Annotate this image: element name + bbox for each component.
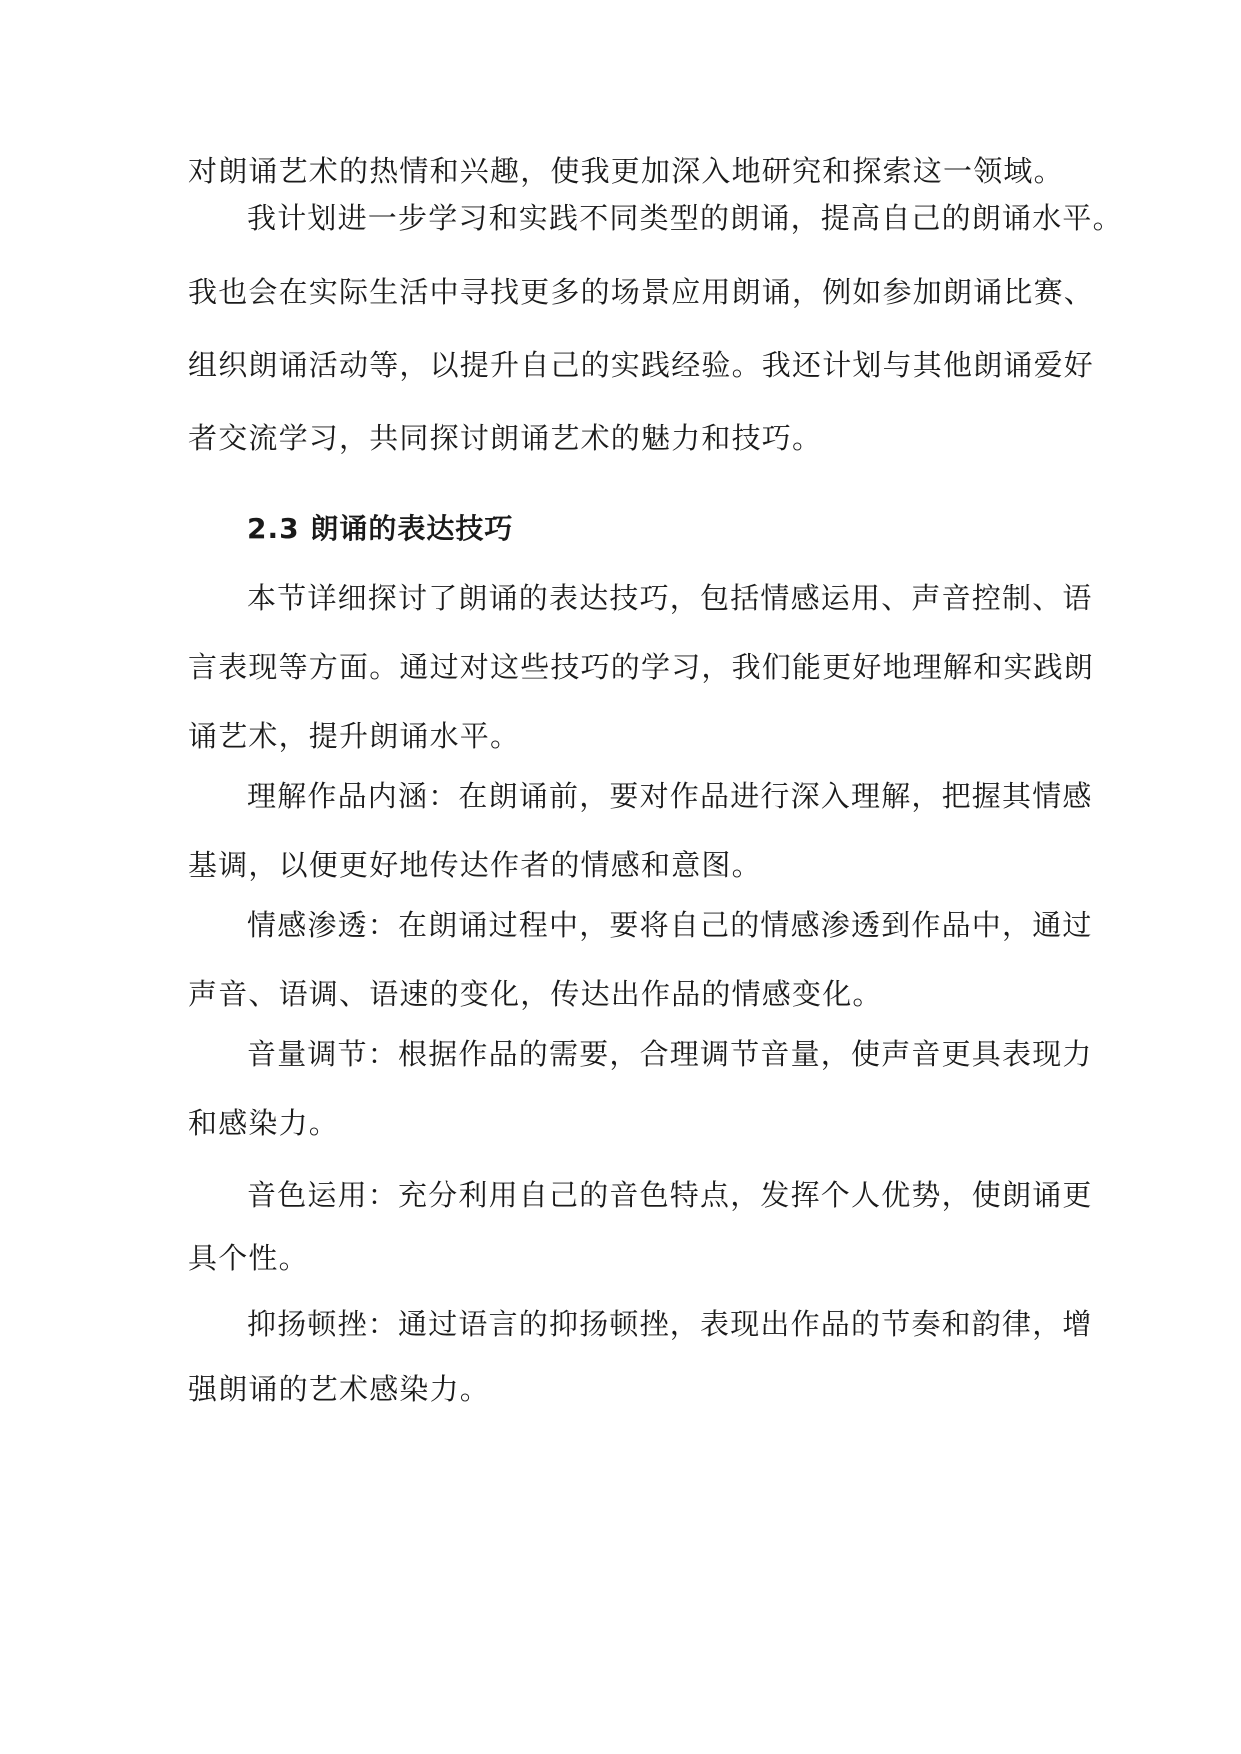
paragraph-line: 言表现等方面。通过对这些技巧的学习，我们能更好地理解和实践朗: [188, 650, 1095, 684]
paragraph-line: 声音、语调、语速的变化，传达出作品的情感变化。: [188, 977, 883, 1011]
paragraph-line: 具个性。: [188, 1241, 309, 1275]
paragraph-line: 强朗诵的艺术感染力。: [188, 1372, 491, 1406]
paragraph-line: 我也会在实际生活中寻找更多的场景应用朗诵，例如参加朗诵比赛、: [188, 275, 1095, 309]
paragraph-line: 和感染力。: [188, 1106, 340, 1140]
paragraph-line: 基调，以便更好地传达作者的情感和意图。: [188, 848, 762, 882]
paragraph-line: 抑扬顿挫：通过语言的抑扬顿挫，表现出作品的节奏和韵律，增: [247, 1307, 1093, 1341]
paragraph-line: 情感渗透：在朗诵过程中，要将自己的情感渗透到作品中，通过: [247, 908, 1093, 942]
paragraph-line: 者交流学习，共同探讨朗诵艺术的魅力和技巧。: [188, 421, 823, 455]
paragraph-line: 音量调节：根据作品的需要，合理调节音量，使声音更具表现力: [247, 1037, 1093, 1071]
paragraph-line: 音色运用：充分利用自己的音色特点，发挥个人优势，使朗诵更: [247, 1178, 1093, 1212]
paragraph-line: 对朗诵艺术的热情和兴趣，使我更加深入地研究和探索这一领域。: [188, 154, 1064, 188]
paragraph-line: 理解作品内涵：在朗诵前，要对作品进行深入理解，把握其情感: [247, 779, 1093, 813]
paragraph-line: 我计划进一步学习和实践不同类型的朗诵，提高自己的朗诵水平。: [247, 201, 1123, 235]
paragraph-line: 组织朗诵活动等，以提升自己的实践经验。我还计划与其他朗诵爱好: [188, 348, 1095, 382]
paragraph-line: 本节详细探讨了朗诵的表达技巧，包括情感运用、声音控制、语: [247, 581, 1093, 615]
paragraph-line: 诵艺术，提升朗诵水平。: [188, 719, 521, 753]
section-heading: 2.3 朗诵的表达技巧: [247, 512, 514, 545]
